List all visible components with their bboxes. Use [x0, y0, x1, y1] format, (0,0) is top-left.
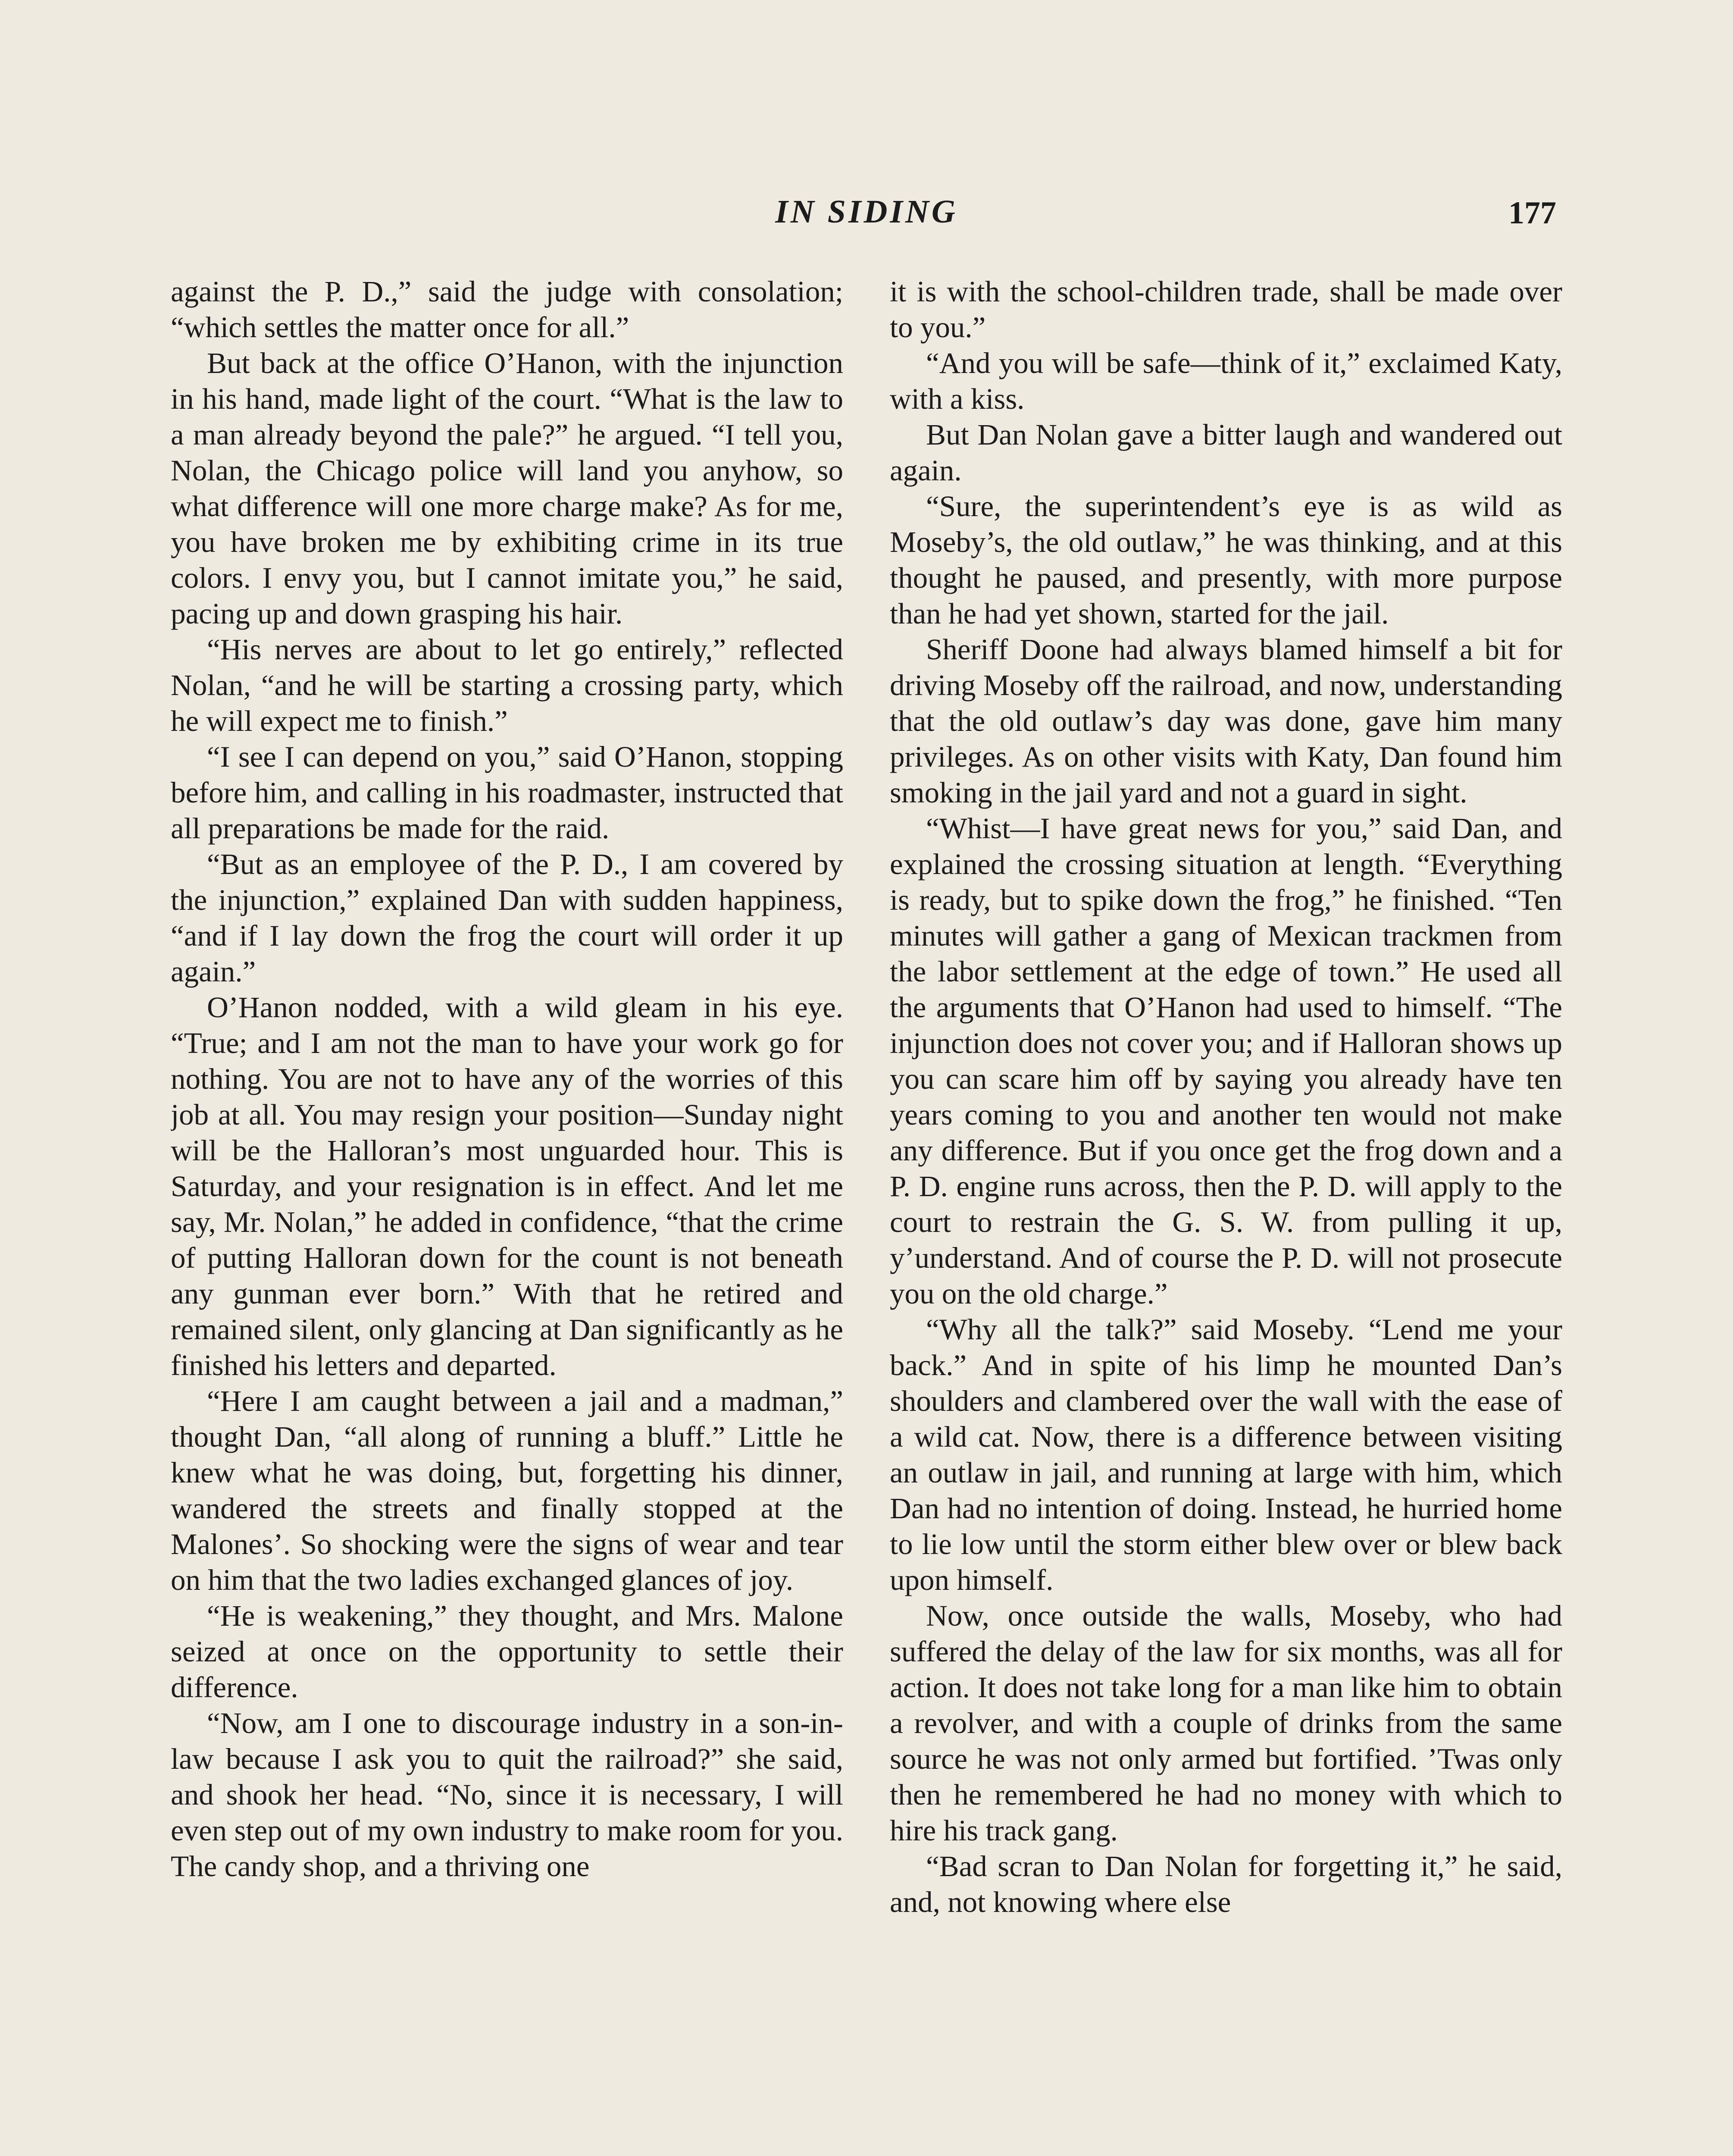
paragraph: O’Hanon nodded, with a wild gleam in his eye. “True; and I am not the man to have your work go for nothing. You are not to have any of the worries of this job at all. You may resign your position—Sunday night will be the Halloran’s most unguarded hour. This is Saturday, and your resignation is in effect. And let me say, Mr. Nolan,” he added in confidence, “that the crime of putting Halloran down for the count is not beneath any gunman ever born.” With that he retired and remained silent, only glancing at Dan significantly as he finished his letters and departed.	[171, 991, 843, 1382]
paragraph: Sheriff Doone had always blamed himself a bit for driving Moseby off the railroad, and now, understanding that the old outlaw’s day was done, gave him many privileges. As on other visits with Katy, Dan found him smoking in the jail yard and not a guard in sight.	[890, 633, 1562, 809]
paragraph: But back at the office O’Hanon, with the injunction in his hand, made light of the court. “What is the law to a man already beyond the pale?” he argued. “I tell you, Nolan, the Chicago police will land you anyhow, so what difference will one more charge make? As for me, you have broken me by exhibiting crime in its true colors. I envy you, but I cannot imitate you,” he said, pacing up and down grasping his hair.	[171, 347, 843, 630]
paragraph: “And you will be safe—think of it,” exclaimed Katy, with a kiss.	[890, 347, 1562, 415]
right-column	[890, 274, 1562, 2156]
page-number: 177	[1508, 195, 1556, 231]
paragraph: “Here I am caught between a jail and a madman,” thought Dan, “all along of running a bluff.” Little he knew what he was doing, but, forgetting his dinner, wandered the streets and finally stopped at the Malones’. So shocking were the signs of wear and tear on him that the two ladies exchanged glances of joy.	[171, 1385, 843, 1596]
paragraph: “Now, am I one to discourage industry in a son-in-law because I ask you to quit the railroad?” she said, and shook her head. “No, since it is necessary, I will even step out of my own industry to make room for you. The candy shop, and a thriving one	[171, 1707, 843, 1883]
left-column	[171, 274, 843, 2156]
paragraph: “He is weakening,” they thought, and Mrs. Malone seized at once on the opportunity to settle their difference.	[171, 1599, 843, 1704]
paragraph: “His nerves are about to let go entirely,” reflected Nolan, “and he will be starting a crossing party, which he will expect me to finish.”	[171, 633, 843, 737]
paragraph: against the P. D.,” said the judge with consolation; “which settles the matter once for all.”	[171, 275, 843, 344]
paragraph: “Why all the talk?” said Moseby. “Lend me your back.” And in spite of his limp he mounted Dan’s shoulders and clambered over the wall with the ease of a wild cat. Now, there is a difference between visiting an outlaw in jail, and running at large with him, which Dan had no intention of doing. Instead, he hurried home to lie low until the storm either blew over or blew back upon himself.	[890, 1313, 1562, 1596]
paragraph: it is with the school-children trade, shall be made over to you.”	[890, 275, 1562, 344]
paragraph: Now, once outside the walls, Moseby, who had suffered the delay of the law for six months, was all for action. It does not take long for a man like him to obtain a revolver, and with a couple of drinks from the same source he was not only armed but fortified. ’Twas only then he remembered he had no money with which to hire his track gang.	[890, 1599, 1562, 1847]
paragraph: “Sure, the superintendent’s eye is as wild as Moseby’s, the old outlaw,” he was thinking, and at this thought he paused, and presently, with more purpose than he had yet shown, started for the jail.	[890, 490, 1562, 630]
page-header	[171, 193, 1562, 245]
paragraph: “But as an employee of the P. D., I am covered by the injunction,” explained Dan with sudden happiness, “and if I lay down the frog the court will order it up again.”	[171, 848, 843, 988]
paragraph: “I see I can depend on you,” said O’Hanon, stopping before him, and calling in his roadmaster, instructed that all preparations be made for the raid.	[171, 740, 843, 845]
text-columns	[171, 274, 1562, 2156]
paragraph: “Whist—I have great news for you,” said Dan, and explained the crossing situation at length. “Everything is ready, but to spike down the frog,” he finished. “Ten minutes will gather a gang of Mexican trackmen from the labor settlement at the edge of town.” He used all the arguments that O’Hanon had used to himself. “The injunction does not cover you; and if Halloran shows up you can scare him off by saying you already have ten years coming to you and another ten would not make any difference. But if you once get the frog down and a P. D. engine runs across, then the P. D. will apply to the court to restrain the G. S. W. from pulling it up, y’understand. And of course the P. D. will not prosecute you on the old charge.”	[890, 812, 1562, 1310]
running-title: IN SIDING	[775, 194, 958, 230]
paragraph: But Dan Nolan gave a bitter laugh and wandered out again.	[890, 418, 1562, 487]
paragraph: “Bad scran to Dan Nolan for forgetting it,” he said, and, not knowing where else	[890, 1850, 1562, 1918]
